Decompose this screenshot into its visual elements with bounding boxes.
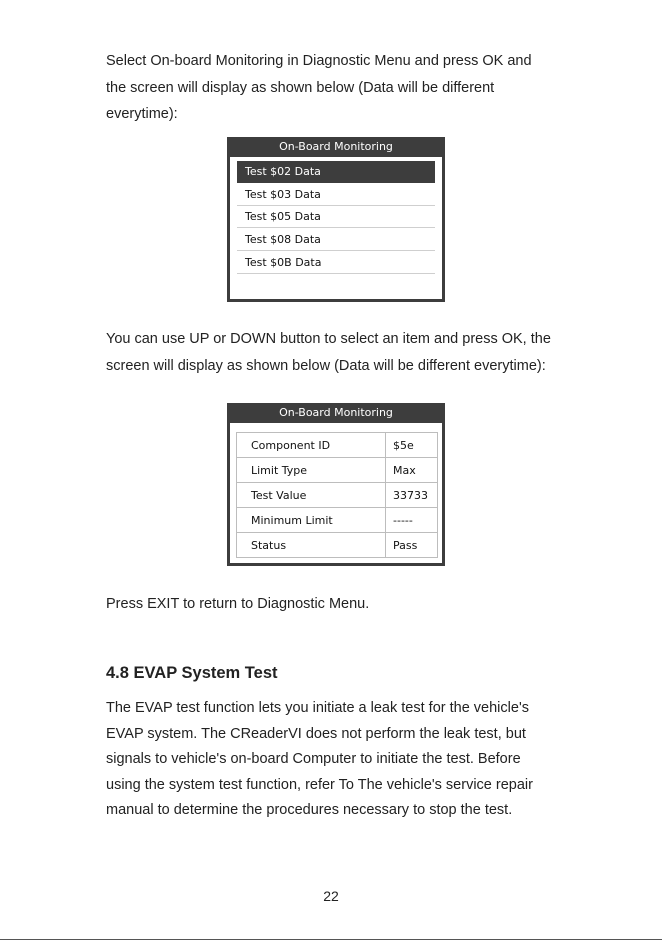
- section-heading: 4.8 EVAP System Test: [106, 664, 278, 682]
- menu-item-test-02[interactable]: Test $02 Data: [237, 161, 435, 183]
- section-line: manual to determine the procedures necessary to stop the test.: [106, 802, 513, 818]
- screen-title: On-Board Monitoring: [279, 406, 393, 419]
- intro-line: Select On-board Monitoring in Diagnostic Menu and press OK and: [106, 53, 532, 69]
- row-label: Limit Type: [237, 458, 386, 483]
- intro-line: everytime):: [106, 106, 178, 122]
- menu-item-test-0b[interactable]: Test $0B Data: [237, 252, 435, 274]
- menu-item-test-05[interactable]: Test $05 Data: [237, 206, 435, 228]
- row-value: -----: [386, 508, 438, 533]
- section-line: using the system test function, refer To The vehicle's service repair: [106, 776, 533, 793]
- table-row: [237, 483, 438, 508]
- screen-body: [230, 423, 442, 563]
- row-label: Status: [237, 533, 386, 558]
- device-screen-menu: [227, 137, 445, 302]
- table-row: [237, 508, 438, 533]
- screen-body: [230, 157, 442, 299]
- menu-item-test-08[interactable]: Test $08 Data: [237, 229, 435, 251]
- row-label: Component ID: [237, 433, 386, 458]
- intro-paragraph: [106, 48, 596, 128]
- menu-item-test-03[interactable]: Test $03 Data: [237, 184, 435, 206]
- exit-note: Press EXIT to return to Diagnostic Menu.: [106, 596, 370, 612]
- footer-divider: [0, 939, 662, 940]
- device-screen-results: [227, 403, 445, 566]
- instruction-paragraph: [106, 326, 596, 379]
- instruction-line: You can use UP or DOWN button to select an item and press OK, the: [106, 331, 551, 347]
- table-row: [237, 533, 438, 558]
- instruction-line: screen will display as shown below (Data will be different everytime):: [106, 357, 546, 374]
- row-value: $5e: [386, 433, 438, 458]
- section-line: EVAP system. The CReaderVI does not perform the leak test, but: [106, 725, 526, 742]
- row-value: Max: [386, 458, 438, 483]
- table-row: [237, 458, 438, 483]
- section-line: signals to vehicle's on-board Computer to initiate the test. Before: [106, 751, 521, 767]
- table-row: [237, 433, 438, 458]
- page-number: 22: [323, 888, 339, 904]
- results-table: [236, 432, 438, 558]
- row-label: Test Value: [237, 483, 386, 508]
- row-value: Pass: [386, 533, 438, 558]
- section-line: The EVAP test function lets you initiate a leak test for the vehicle's: [106, 700, 529, 716]
- screen-title: On-Board Monitoring: [279, 140, 393, 153]
- row-label: Minimum Limit: [237, 508, 386, 533]
- row-value: 33733: [386, 483, 438, 508]
- intro-line: the screen will display as shown below (Data will be different: [106, 79, 495, 96]
- section-paragraph: [106, 696, 576, 824]
